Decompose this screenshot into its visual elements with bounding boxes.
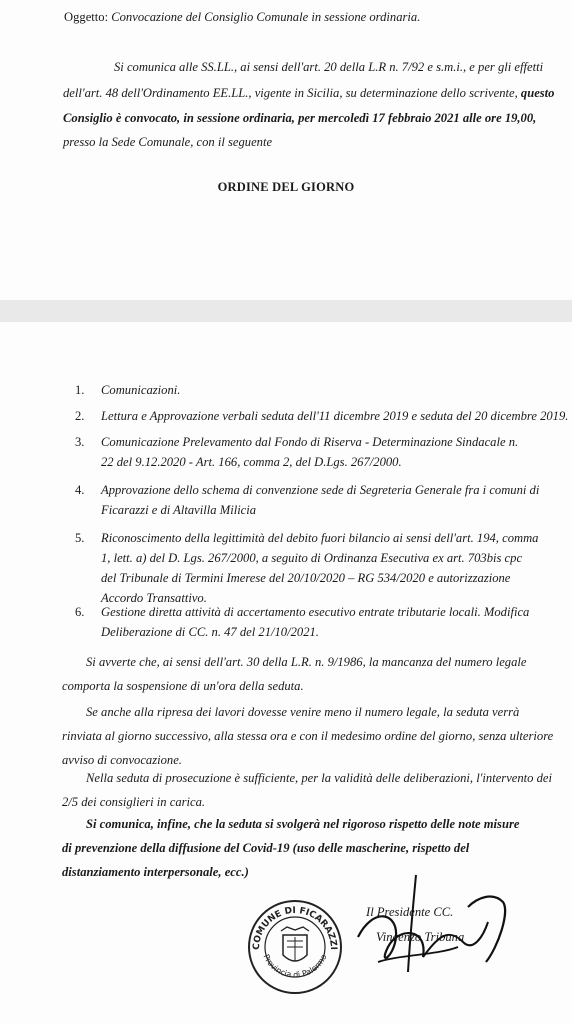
subject-line: [64, 7, 420, 27]
note-paragraph-line: Se anche alla ripresa dei lavori dovesse venire meno il numero legale, la seduta verrà: [86, 705, 520, 719]
intro-line-1: Si comunica alle SS.LL., ai sensi dell'art. 20 della L.R n. 7/92 e s.m.i., e per gli effetti: [114, 60, 544, 74]
intro-line-3: Consiglio è convocato, in sessione ordinaria, per mercoledì 17 febbraio 2021 alle ore 19,00,: [63, 111, 537, 125]
agenda-item-text: del Tribunale di Termini Imerese del 20/10/2020 – RG 534/2020 e autorizzazione: [101, 571, 511, 585]
official-stamp: [245, 897, 345, 997]
note-paragraph-line: 2/5 dei consiglieri in carica.: [62, 795, 206, 809]
agenda-item-text: Riconoscimento della legittimità del debito fuori bilancio ai sensi dell'art. 194, comma: [101, 531, 539, 545]
svg-text:Provincia di Palermo: Provincia di Palermo: [261, 952, 329, 980]
subject-label: Oggetto:: [64, 10, 109, 24]
agenda-item-number: 4.: [75, 483, 85, 497]
signature-name: Vincenzo Tribuna: [376, 930, 465, 944]
subject-text: Convocazione del Consiglio Comunale in sessione ordinaria.: [111, 10, 421, 24]
agenda-item-text: Comunicazioni.: [101, 383, 181, 397]
intro-line-2-text: dell'art. 48 dell'Ordinamento EE.LL., vigente in Sicilia, su determinazione dello scrivente,: [63, 86, 518, 100]
signature-title: Il Presidente CC.: [366, 905, 454, 919]
covid-note-line: distanziamento interpersonale, ecc.): [62, 865, 249, 879]
agenda-item-text: 1, lett. a) del D. Lgs. 267/2000, a seguito di Ordinanza Esecutiva ex art. 703bis cpc: [101, 551, 523, 565]
agenda-item-text: Gestione diretta attività di accertamento esecutivo entrate tributarie locali. Modifica: [101, 605, 530, 619]
agenda-item-text: Ficarazzi e di Altavilla Milicia: [101, 503, 257, 517]
agenda-item-text: 22 del 9.12.2020 - Art. 166, comma 2, del D.Lgs. 267/2000.: [101, 455, 402, 469]
agenda-item-text: Accordo Transattivo.: [101, 591, 207, 605]
agenda-heading: ORDINE DEL GIORNO: [217, 180, 355, 194]
note-paragraph-line: comporta la sospensione di un'ora della seduta.: [62, 679, 304, 693]
agenda-item-text: Lettura e Approvazione verbali seduta dell'11 dicembre 2019 e seduta del 20 dicembre 2019.: [101, 409, 569, 423]
agenda-item-number: 5.: [75, 531, 85, 545]
note-paragraph-line: Si avverte che, ai sensi dell'art. 30 della L.R. n. 9/1986, la mancanza del numero legale: [86, 655, 527, 669]
agenda-item-number: 2.: [75, 409, 85, 423]
agenda-item-text: Deliberazione di CC. n. 47 del 21/10/2021.: [101, 625, 319, 639]
agenda-item-number: 1.: [75, 383, 85, 397]
note-paragraph-line: Nella seduta di prosecuzione è sufficiente, per la validità delle deliberazioni, l'intervento dei: [86, 771, 553, 785]
document-page-2: [0, 322, 572, 1024]
svg-text:COMUNE DI FICARAZZI: COMUNE DI FICARAZZI: [251, 905, 339, 951]
agenda-item-number: 3.: [75, 435, 85, 449]
agenda-item-text: Approvazione dello schema di convenzione sede di Segreteria Generale fra i comuni di: [101, 483, 540, 497]
agenda-item-number: 6.: [75, 605, 85, 619]
covid-note-line: Si comunica, infine, che la seduta si svolgerà nel rigoroso rispetto delle note misure: [86, 817, 520, 831]
note-paragraph-line: rinviata al giorno successivo, alla stessa ora e con il medesimo ordine del giorno, senza ulteriore: [62, 729, 554, 743]
handwritten-signature: [318, 867, 518, 987]
agenda-item-text: Comunicazione Prelevamento dal Fondo di Riserva - Determinazione Sindacale n.: [101, 435, 519, 449]
intro-line-2-bold: questo: [520, 86, 555, 100]
document-page-1: [0, 0, 572, 300]
note-paragraph-line: avviso di convocazione.: [62, 753, 182, 767]
intro-line-4: presso la Sede Comunale, con il seguente: [63, 135, 273, 149]
intro-line-2: [63, 83, 554, 103]
covid-note-line: di prevenzione della diffusione del Covid-19 (uso delle mascherine, rispetto del: [62, 841, 470, 855]
